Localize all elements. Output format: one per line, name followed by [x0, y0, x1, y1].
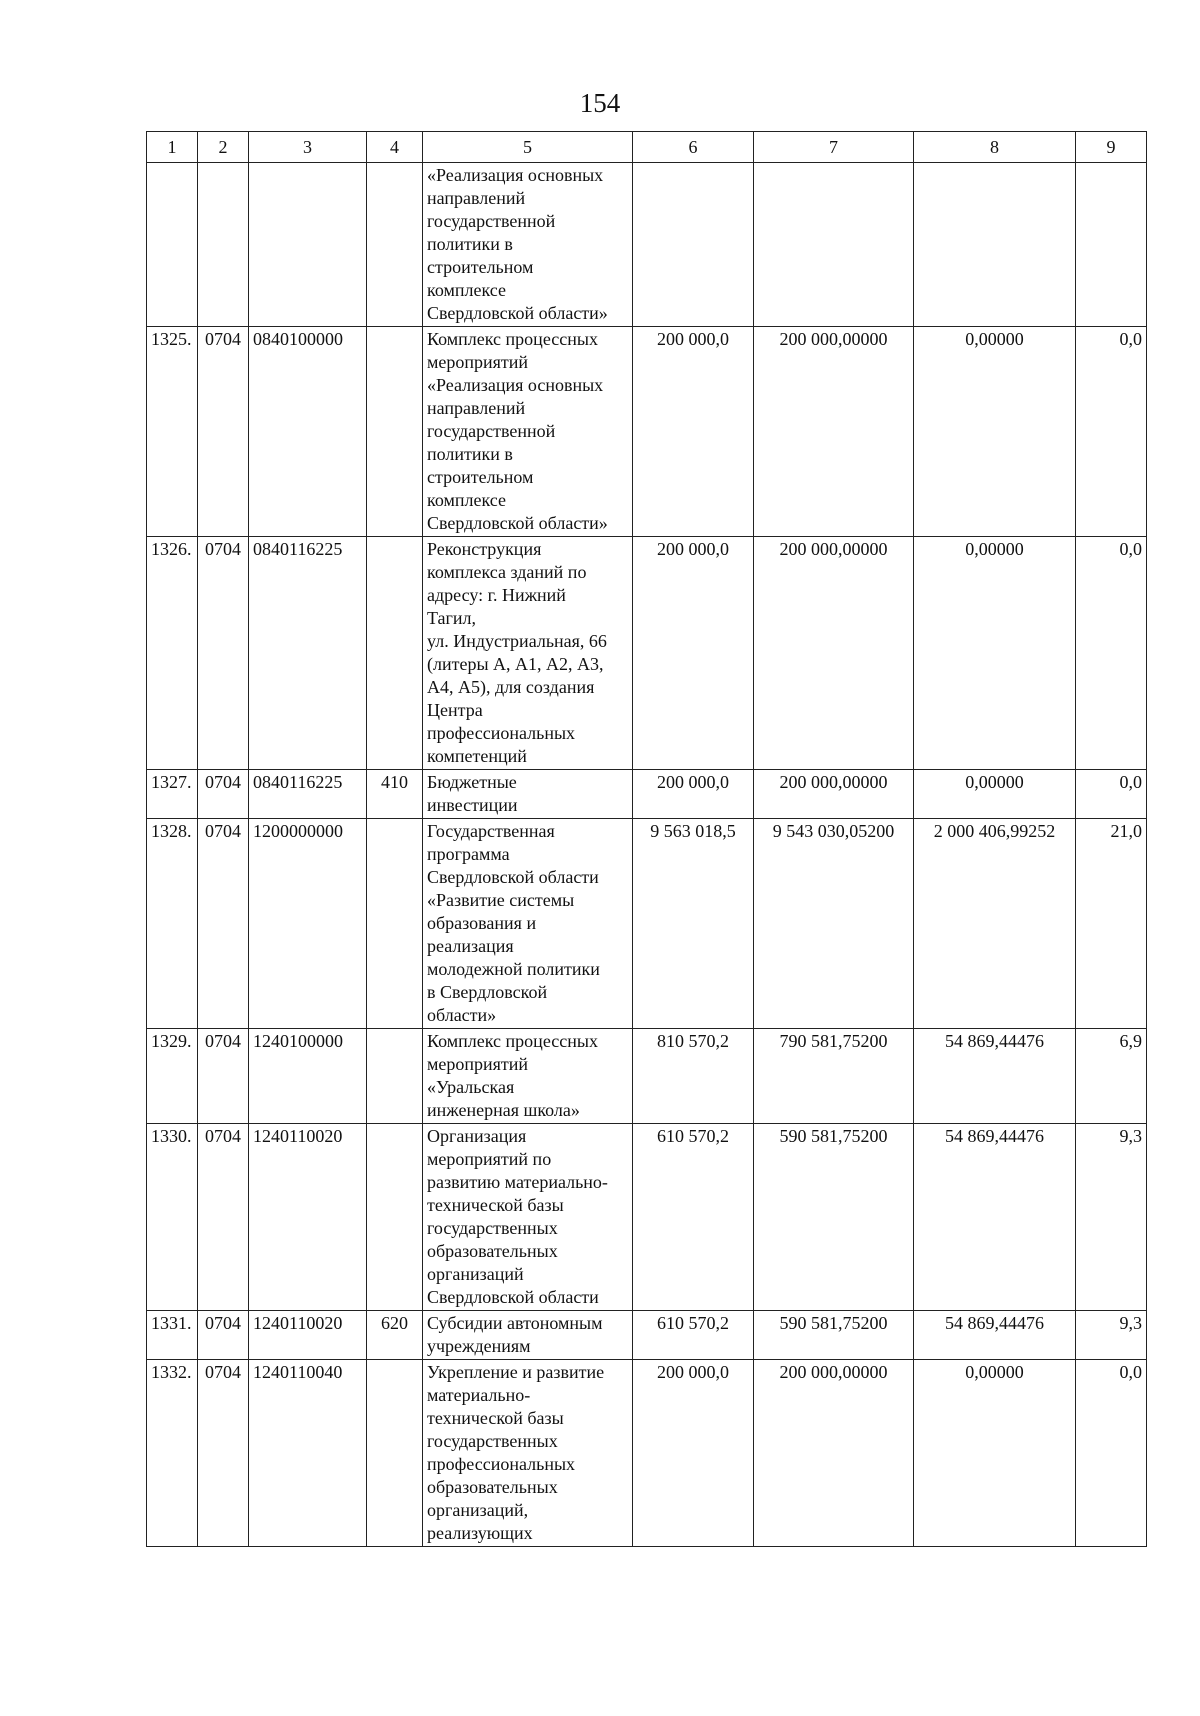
amount-col8-cell: 0,00000: [914, 537, 1076, 770]
amount-col8-cell: 54 869,44476: [914, 1311, 1076, 1360]
target-code-cell: 1240110040: [249, 1360, 367, 1547]
section-code-cell: 0704: [198, 1360, 249, 1547]
table-row: [147, 163, 1147, 327]
section-code-cell: 0704: [198, 819, 249, 1029]
percent-cell: 9,3: [1076, 1124, 1147, 1311]
target-code-cell: [249, 163, 367, 327]
row-number-cell: 1331.: [147, 1311, 198, 1360]
item-name-cell: Организация мероприятий по развитию материально- технической базы государственных образовательных организаций Свердловской области: [423, 1124, 633, 1311]
page-number: 154: [579, 88, 621, 118]
expense-type-cell: [367, 1124, 423, 1311]
section-code-cell: 0704: [198, 537, 249, 770]
section-code-cell: 0704: [198, 770, 249, 819]
amount-col7-cell: 200 000,00000: [754, 537, 914, 770]
amount-col6-cell: 200 000,0: [633, 327, 754, 537]
amount-col6-cell: 810 570,2: [633, 1029, 754, 1124]
expense-type-cell: [367, 1360, 423, 1547]
row-number-cell: [147, 163, 198, 327]
percent-cell: 6,9: [1076, 1029, 1147, 1124]
header-cell: 6: [633, 132, 754, 163]
target-code-cell: 1240110020: [249, 1124, 367, 1311]
table-row: [147, 327, 1147, 537]
row-number-cell: 1325.: [147, 327, 198, 537]
amount-col7-cell: 9 543 030,05200: [754, 819, 914, 1029]
table-row: [147, 1124, 1147, 1311]
amount-col8-cell: 54 869,44476: [914, 1029, 1076, 1124]
amount-col6-cell: 200 000,0: [633, 537, 754, 770]
item-name-cell: Комплекс процессных мероприятий «Уральская инженерная школа»: [423, 1029, 633, 1124]
amount-col6-cell: 200 000,0: [633, 770, 754, 819]
amount-col6-cell: 610 570,2: [633, 1311, 754, 1360]
section-code-cell: 0704: [198, 1029, 249, 1124]
header-cell: 4: [367, 132, 423, 163]
expense-type-cell: 410: [367, 770, 423, 819]
row-number-cell: 1326.: [147, 537, 198, 770]
target-code-cell: 0840116225: [249, 770, 367, 819]
amount-col6-cell: 610 570,2: [633, 1124, 754, 1311]
item-name-cell: Субсидии автономным учреждениям: [423, 1311, 633, 1360]
amount-col8-cell: 0,00000: [914, 327, 1076, 537]
percent-cell: [1076, 163, 1147, 327]
table-row: [147, 819, 1147, 1029]
amount-col8-cell: 0,00000: [914, 1360, 1076, 1547]
item-name-cell: Комплекс процессных мероприятий «Реализация основных направлений государственной политики в строительном комплексе Свердловской области»: [423, 327, 633, 537]
header-cell: 8: [914, 132, 1076, 163]
amount-col8-cell: [914, 163, 1076, 327]
amount-col7-cell: 200 000,00000: [754, 770, 914, 819]
percent-cell: 9,3: [1076, 1311, 1147, 1360]
expense-type-cell: [367, 1029, 423, 1124]
header-cell: 5: [423, 132, 633, 163]
row-number-cell: 1327.: [147, 770, 198, 819]
header-cell: 3: [249, 132, 367, 163]
item-name-cell: Реконструкция комплекса зданий по адресу: г. Нижний Тагил, ул. Индустриальная, 66 (литеры А, А1, А2, А3, А4, А5), для создания Центра профессиональных компетенций: [423, 537, 633, 770]
target-code-cell: 1240110020: [249, 1311, 367, 1360]
section-code-cell: 0704: [198, 327, 249, 537]
table-row: [147, 537, 1147, 770]
expense-type-cell: 620: [367, 1311, 423, 1360]
percent-cell: 0,0: [1076, 770, 1147, 819]
expense-type-cell: [367, 163, 423, 327]
section-code-cell: 0704: [198, 1124, 249, 1311]
amount-col7-cell: 590 581,75200: [754, 1124, 914, 1311]
row-number-cell: 1330.: [147, 1124, 198, 1311]
amount-col7-cell: 590 581,75200: [754, 1311, 914, 1360]
header-cell: 7: [754, 132, 914, 163]
target-code-cell: 0840100000: [249, 327, 367, 537]
percent-cell: 0,0: [1076, 537, 1147, 770]
percent-cell: 21,0: [1076, 819, 1147, 1029]
table-row: [147, 1360, 1147, 1547]
row-number-cell: 1329.: [147, 1029, 198, 1124]
item-name-cell: Бюджетные инвестиции: [423, 770, 633, 819]
amount-col7-cell: 790 581,75200: [754, 1029, 914, 1124]
expense-type-cell: [367, 819, 423, 1029]
table-body: [147, 163, 1147, 1547]
amount-col7-cell: 200 000,00000: [754, 327, 914, 537]
target-code-cell: 0840116225: [249, 537, 367, 770]
section-code-cell: [198, 163, 249, 327]
header-cell: 1: [147, 132, 198, 163]
percent-cell: 0,0: [1076, 1360, 1147, 1547]
amount-col8-cell: 0,00000: [914, 770, 1076, 819]
item-name-cell: «Реализация основных направлений государственной политики в строительном комплексе Свердловской области»: [423, 163, 633, 327]
item-name-cell: Государственная программа Свердловской области «Развитие системы образования и реализация молодежной политики в Свердловской области»: [423, 819, 633, 1029]
expense-type-cell: [367, 537, 423, 770]
table-row: [147, 1029, 1147, 1124]
table-row: [147, 770, 1147, 819]
amount-col6-cell: [633, 163, 754, 327]
header-cell: 9: [1076, 132, 1147, 163]
table-row: [147, 1311, 1147, 1360]
section-code-cell: 0704: [198, 1311, 249, 1360]
target-code-cell: 1240100000: [249, 1029, 367, 1124]
amount-col8-cell: 54 869,44476: [914, 1124, 1076, 1311]
item-name-cell: Укрепление и развитие материально- технической базы государственных профессиональных образовательных организаций, реализующих: [423, 1360, 633, 1547]
row-number-cell: 1332.: [147, 1360, 198, 1547]
expense-type-cell: [367, 327, 423, 537]
amount-col7-cell: 200 000,00000: [754, 1360, 914, 1547]
header-cell: 2: [198, 132, 249, 163]
amount-col8-cell: 2 000 406,99252: [914, 819, 1076, 1029]
row-number-cell: 1328.: [147, 819, 198, 1029]
target-code-cell: 1200000000: [249, 819, 367, 1029]
amount-col6-cell: 200 000,0: [633, 1360, 754, 1547]
amount-col7-cell: [754, 163, 914, 327]
header-row: [147, 132, 1147, 163]
budget-table: [146, 131, 1147, 1547]
amount-col6-cell: 9 563 018,5: [633, 819, 754, 1029]
percent-cell: 0,0: [1076, 327, 1147, 537]
